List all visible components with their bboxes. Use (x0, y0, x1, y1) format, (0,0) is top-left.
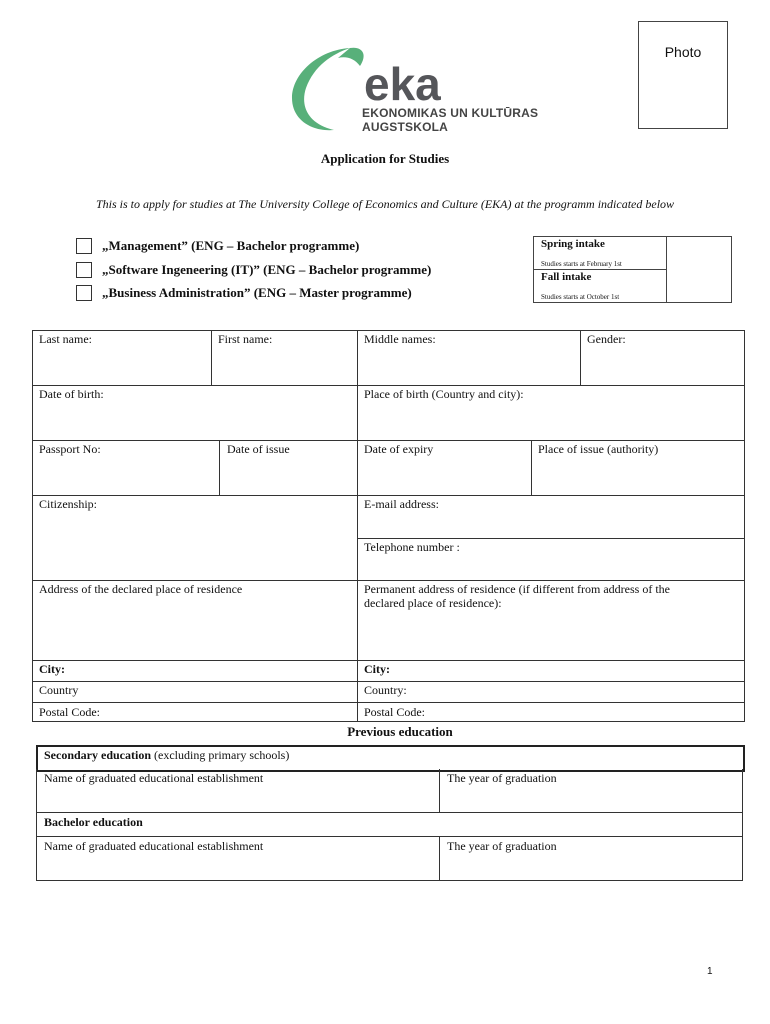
middle-names-label: Middle names: (364, 332, 436, 346)
page-number: 1 (707, 966, 713, 977)
previous-education-heading: Previous education (347, 724, 453, 739)
programme-option-software[interactable] (76, 262, 431, 278)
email-label: E-mail address: (364, 497, 439, 511)
telephone-label: Telephone number : (364, 540, 460, 554)
place-of-issue-label: Place of issue (authority) (538, 442, 659, 456)
city-left-field[interactable] (80, 661, 356, 681)
fall-intake-title: Fall intake (541, 271, 592, 283)
logo-line2: AUGSTSKOLA (362, 120, 448, 134)
bachelor-graduation-year-field[interactable] (440, 854, 742, 880)
postal-right-label: Postal Code: (364, 705, 426, 719)
programme-option-business[interactable] (76, 285, 412, 301)
bachelor-education-label: Bachelor education (44, 815, 143, 829)
checkbox[interactable] (76, 285, 92, 301)
logo-green-swoosh (292, 48, 350, 130)
city-right-label: City: (364, 662, 390, 676)
checkbox[interactable] (76, 238, 92, 254)
programme-label: „Business Administration” (ENG – Master programme) (102, 285, 412, 300)
establishment-label-1: Name of graduated educational establishment (44, 771, 264, 785)
postal-left-label: Postal Code: (39, 705, 101, 719)
logo-line1: EKONOMIKAS UN KULTŪRAS (362, 106, 539, 120)
date-of-birth-field[interactable] (33, 402, 356, 440)
fall-intake-note: Studies starts at October 1st (541, 293, 620, 301)
photo-label: Photo (664, 44, 702, 60)
last-name-label: Last name: (39, 332, 92, 346)
fall-intake-checkbox[interactable] (667, 270, 731, 302)
last-name-field[interactable] (33, 347, 210, 385)
programme-option-management[interactable] (76, 238, 359, 254)
place-of-birth-label: Place of birth (Country and city): (364, 387, 524, 401)
secondary-graduation-year-field[interactable] (440, 786, 742, 812)
city-right-field[interactable] (400, 661, 744, 681)
date-of-issue-field[interactable] (220, 457, 356, 495)
intro-text: This is to apply for studies at The University College of Economics and Culture (EKA) at the programm indicated below (95, 197, 675, 211)
spring-intake-title: Spring intake (541, 238, 605, 250)
country-left-label: Country (39, 683, 79, 697)
secondary-education-label (44, 748, 289, 763)
first-name-label: First name: (218, 332, 273, 346)
country-right-field[interactable] (415, 682, 744, 702)
bachelor-establishment-field[interactable] (37, 854, 438, 880)
logo-wordmark: eka (364, 58, 441, 110)
date-of-expiry-label: Date of expiry (364, 442, 434, 456)
gender-label: Gender: (587, 332, 626, 346)
permanent-address-label-line2: declared place of residence): (364, 596, 502, 610)
telephone-field[interactable] (358, 555, 744, 580)
city-left-label: City: (39, 662, 65, 676)
passport-no-field[interactable] (33, 457, 218, 495)
logo-subtitle (362, 106, 538, 134)
programme-label: „Software Ingeneering (IT)” (ENG – Bachelor programme) (102, 262, 432, 277)
declared-address-field[interactable] (33, 597, 356, 660)
gender-field[interactable] (581, 347, 744, 385)
secondary-establishment-field[interactable] (37, 786, 438, 812)
place-of-issue-field[interactable] (532, 457, 744, 495)
secondary-education-note: (excluding primary schools) (151, 748, 290, 762)
page-title: Application for Studies (320, 151, 450, 166)
first-name-field[interactable] (212, 347, 356, 385)
date-of-expiry-field[interactable] (358, 457, 530, 495)
establishment-label-2: Name of graduated educational establishment (44, 839, 264, 853)
citizenship-field[interactable] (33, 512, 356, 580)
checkbox[interactable] (76, 262, 92, 278)
spring-intake-checkbox[interactable] (667, 237, 731, 269)
country-left-field[interactable] (90, 682, 356, 702)
postal-left-field[interactable] (110, 703, 356, 721)
permanent-address-label-line1: Permanent address of residence (if different from address of the (364, 582, 670, 596)
email-field[interactable] (358, 512, 744, 538)
citizenship-label: Citizenship: (39, 497, 97, 511)
date-of-birth-label: Date of birth: (39, 387, 104, 401)
permanent-address-field[interactable] (358, 612, 744, 660)
graduation-year-label-2: The year of graduation (447, 839, 557, 853)
place-of-birth-field[interactable] (358, 402, 744, 440)
photo-box (638, 21, 728, 129)
declared-address-label: Address of the declared place of residence (39, 582, 243, 596)
programme-label: „Management” (ENG – Bachelor programme) (102, 238, 360, 253)
middle-names-field[interactable] (358, 347, 579, 385)
passport-no-label: Passport No: (39, 442, 101, 456)
spring-intake-note: Studies starts at February 1st (541, 260, 622, 268)
postal-right-field[interactable] (435, 703, 744, 721)
secondary-education-bold: Secondary education (44, 748, 152, 762)
intake-table (533, 236, 732, 303)
country-right-label: Country: (364, 683, 407, 697)
graduation-year-label-1: The year of graduation (447, 771, 557, 785)
date-of-issue-label: Date of issue (227, 442, 290, 456)
